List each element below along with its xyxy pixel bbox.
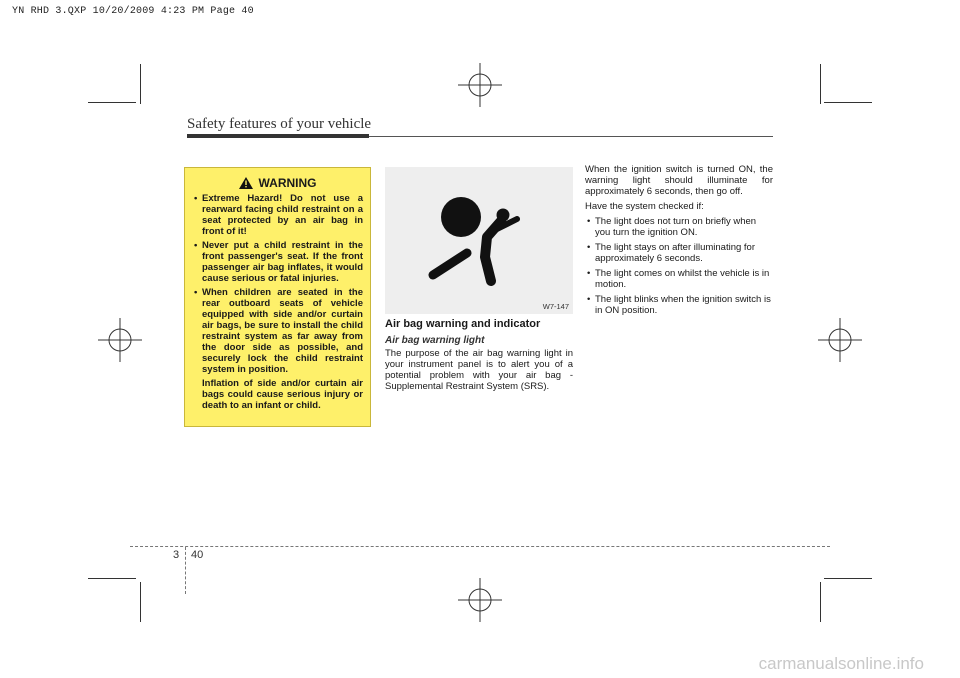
header-rule [187, 134, 369, 138]
check-label: Have the system checked if: [585, 201, 704, 212]
check-section [585, 164, 773, 320]
airbag-figure [385, 167, 573, 314]
check-item: • The light blinks when the ignition switch is in ON position. [585, 294, 773, 316]
watermark: carmanualsonline.info [758, 654, 924, 673]
registration-mark-right [818, 318, 862, 362]
check-intro: When the ignition switch is turned ON, the warning light should illuminate for approximately 6 seconds, then go off. [585, 164, 773, 197]
check-item: • The light stays on after illuminating for approximately 6 seconds. [585, 242, 773, 264]
section-header-title: Safety features of your vehicle [187, 116, 372, 132]
print-slug: YN RHD 3.QXP 10/20/2009 4:23 PM Page 40 [12, 6, 254, 17]
page-chapter: 3 [173, 549, 180, 561]
footer-divider [185, 547, 186, 594]
warning-item: • Never put a child restraint in the front passenger's seat. If the front passenger air bag inflates, it would cause serious or fatal injuries. [192, 240, 363, 284]
check-item: • The light does not turn on briefly when you turn the ignition ON. [585, 216, 773, 238]
warning-continuation: Inflation of side and/or curtain air bags could cause serious injury or death to an infant or child. [202, 378, 363, 411]
section-subheading: Air bag warning light [385, 335, 485, 346]
warning-item: • When children are seated in the rear outboard seats of vehicle equipped with side and/or curtain air bags, be sure to install the child restraint system as far away from the door side as possible, and securely lock the child restraint system in position. [192, 287, 363, 375]
registration-mark-top [458, 63, 502, 107]
warning-header [192, 176, 363, 190]
footer-rule [130, 546, 830, 547]
figure-code: W7-147 [542, 302, 569, 311]
warning-box [184, 167, 371, 427]
warning-list [192, 193, 363, 375]
check-item: • The light comes on whilst the vehicle is in motion. [585, 268, 773, 290]
registration-mark-bottom [458, 578, 502, 622]
check-list [585, 216, 773, 316]
section-body: The purpose of the air bag warning light in your instrument panel is to alert you of a potential problem with your air bag - Supplemental Restraint System (SRS). [385, 348, 573, 392]
airbag-section [385, 318, 573, 392]
warning-title: WARNING [258, 176, 317, 190]
warning-item: • Extreme Hazard! Do not use a rearward facing child restraint on a seat protected by an air bag in front of it! [192, 193, 363, 237]
page-number: 40 [191, 549, 204, 561]
warning-triangle-icon [239, 177, 253, 189]
section-heading: Air bag warning and indicator [385, 318, 541, 330]
header-rule-thin [369, 136, 773, 137]
airbag-warning-icon [427, 195, 527, 287]
registration-mark-left [98, 318, 142, 362]
